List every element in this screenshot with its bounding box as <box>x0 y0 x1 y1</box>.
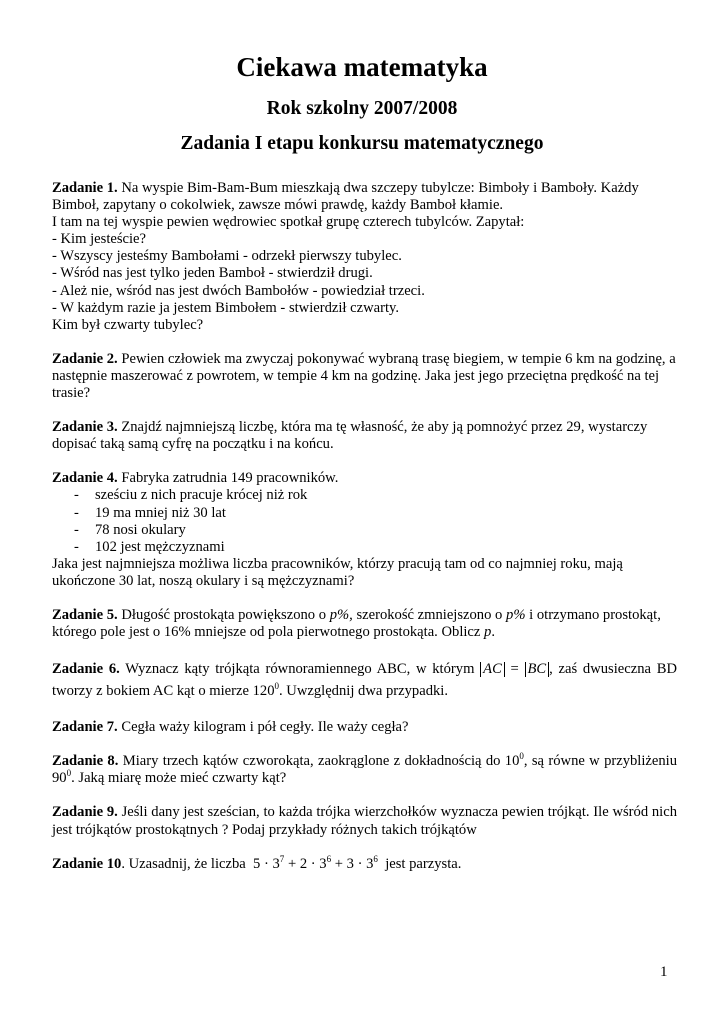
task-label: Zadanie 9. <box>52 804 118 821</box>
task-text: Wyznacz kąty trójkąta równoramiennego ABC, w którym <box>125 661 475 678</box>
task-1 <box>52 180 677 334</box>
math-term: + 3 · 3 <box>334 855 374 872</box>
math-exponent: 7 <box>279 853 285 864</box>
math-exponent: 6 <box>326 853 332 864</box>
task-10 <box>52 853 677 873</box>
degree-superscript: 0 <box>66 768 72 779</box>
task-text: . Jaką miarę może mieć czwarty kąt? <box>71 770 287 787</box>
task-text: Miary trzech kątów czworokąta, zaokrąglone z dokładnością do 10 <box>122 753 520 770</box>
task-label: Zadanie 7. <box>52 719 118 736</box>
task-text: , są równe w przybliżeniu 90 <box>52 753 678 787</box>
task-5 <box>52 607 677 641</box>
task-text: i otrzymano prostokąt, którego pole jest o 16% mniejsze od pola pierwotnego prostokąta. Oblicz <box>52 606 661 641</box>
math-term: + 2 · 3 <box>287 855 327 872</box>
math-operator: = <box>510 661 519 678</box>
list-item: - sześciu z nich pracuje krócej niż rok <box>74 487 308 504</box>
task-label: Zadanie 10 <box>52 855 122 872</box>
task-6 <box>52 658 677 702</box>
task-text: szerokość zmniejszono o <box>356 606 503 623</box>
task-8 <box>52 753 677 787</box>
task-label: Zadanie 3. <box>52 419 118 436</box>
task-label: Zadanie 5. <box>52 606 118 623</box>
task-text: Jeśli dany jest sześcian, to każda trójka wierzchołków wyznacza pewien trójkąt. Ile wśród nich jest trójkątów prostokątnych ? Podaj przykłady różnych takich trójkątów <box>52 804 677 838</box>
tasks-list <box>52 180 677 890</box>
task-line: I tam na tej wyspie pewien wędrowiec spotkał grupę czterech tubylców. Zapytał: <box>52 214 525 231</box>
task-text: Fabryka zatrudnia 149 pracowników. <box>121 470 339 487</box>
dialog-line: - Ależ nie, wśród nas jest dwóch Bambołów - powiedział trzeci. <box>52 282 425 299</box>
task-9 <box>52 804 677 838</box>
list-item: - 19 ma mniej niż 30 lat <box>74 504 226 521</box>
document-title: Ciekawa matematyka <box>236 52 488 82</box>
list-item-text: sześciu z nich pracuje krócej niż rok <box>95 487 308 504</box>
task-3 <box>52 419 677 453</box>
degree-superscript: 0 <box>274 681 279 692</box>
task-text: Pewien człowiek ma zwyczaj pokonywać wybraną trasę biegiem, w tempie 6 km na godzinę, a następnie maszerować z powrotem, w tempie 4 km na godzinę. Jaka jest jego przeciętna prędkość na tej trasie? <box>52 350 676 402</box>
dialog-line: - Wszyscy jesteśmy Bambołami - odrzekł pierwszy tubylec. <box>52 248 402 265</box>
math-abs-bc: BC <box>525 662 550 677</box>
task-text: Cegła waży kilogram i pół cegły. Ile waży cegła? <box>121 719 409 736</box>
task-text: Znajdź najmniejszą liczbę, która ma tę własność, że aby ją pomnożyć przez 29, wystarczy dopisać taką samą cyfrę na początku i na końcu. <box>52 419 648 453</box>
list-item-text: 78 nosi okulary <box>95 521 186 538</box>
list-item-text: 102 jest mężczyznami <box>95 538 225 555</box>
math-term: 5 · 3 <box>253 855 280 872</box>
task-7 <box>52 719 677 736</box>
task-2 <box>52 351 677 402</box>
contest-heading: Zadania I etapu konkursu matematycznego <box>180 133 544 154</box>
page-number: 1 <box>660 964 668 980</box>
task-text: , zaś dwusieczna BD tworzy z bokiem AC kąt o mierze 120 <box>52 661 677 700</box>
math-abs-ac: AC <box>480 662 505 677</box>
dialog-line: - W każdym razie ja jestem Bimbołem - stwierdził czwarty. <box>52 299 400 316</box>
math-exponent: 6 <box>373 853 378 864</box>
dialog-line: - Kim jesteście? <box>52 231 147 248</box>
school-year-subtitle: Rok szkolny 2007/2008 <box>266 98 458 119</box>
task-question: Kim był czwarty tubylec? <box>52 316 204 333</box>
task-text: jest parzysta. <box>385 855 462 872</box>
math-variable: p <box>484 624 492 641</box>
task-label: Zadanie 1. <box>52 180 118 196</box>
task-text: . Uwzględnij dwa przypadki. <box>279 683 448 700</box>
dialog-line: - Wśród nas jest tylko jeden Bamboł - stwierdził drugi. <box>52 265 373 282</box>
math-variable: p% <box>506 606 526 623</box>
degree-superscript: 0 <box>519 751 524 762</box>
task-text: . Uzasadnij, że liczba <box>121 855 246 872</box>
task-question: Jaka jest najmniejsza możliwa liczba pracowników, którzy pracują tam od co najmniej roku, mają ukończone 30 lat, noszą okulary i są mężczyznami? <box>52 555 623 589</box>
task-label: Zadanie 6. <box>52 661 120 678</box>
task-text: Na wyspie Bim-Bam-Bum mieszkają dwa szczepy tubylcze: Bimboły i Bamboły. Każdy Bimboł, zapytany o cokolwiek, zawsze mówi prawdę, każdy Bamboł kłamie. <box>52 180 639 214</box>
task-text: . <box>491 624 495 641</box>
task-label: Zadanie 2. <box>52 350 118 367</box>
list-item-text: 19 ma mniej niż 30 lat <box>95 504 226 521</box>
task-4 <box>52 470 677 590</box>
math-variable: p%, <box>329 606 353 623</box>
list-item: - 78 nosi okulary <box>74 521 186 538</box>
list-item: - 102 jest mężczyznami <box>74 538 225 555</box>
task-label: Zadanie 4. <box>52 470 118 487</box>
bullet-list <box>52 487 677 555</box>
task-label: Zadanie 8. <box>52 753 119 770</box>
task-text: Długość prostokąta powiększono o <box>121 606 327 623</box>
